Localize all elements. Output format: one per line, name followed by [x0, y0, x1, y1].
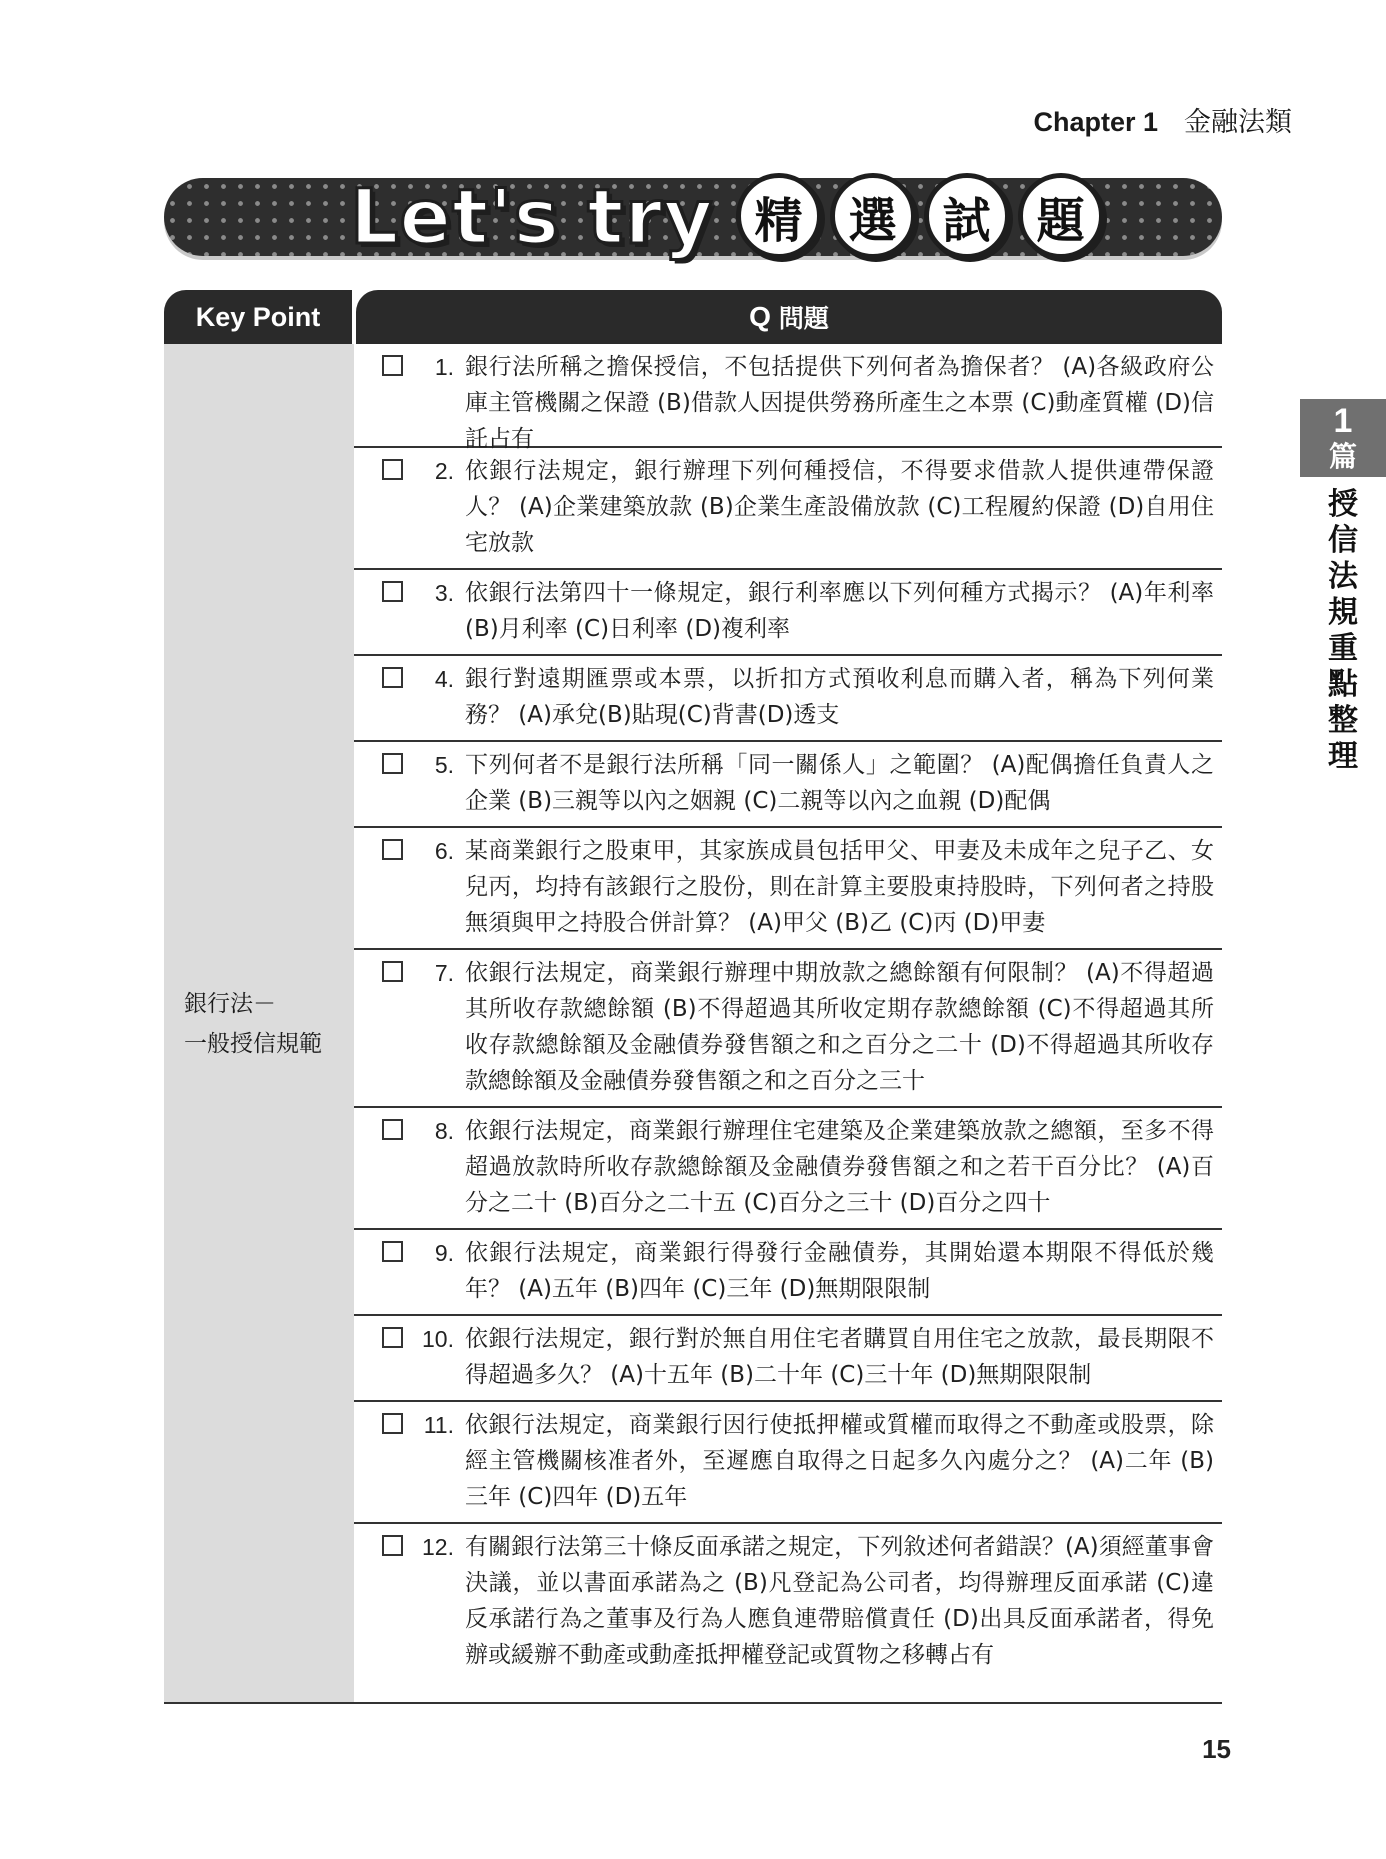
question-text: 某商業銀行之股東甲，其家族成員包括甲父、甲妻及未成年之兒子乙、女兒丙，均持有該銀行之股份，則在計算主要股東持股時，下列何者之持股無須與甲之持股合併計算？ (A)甲父 (B)乙 (C)丙 (D)甲妻 — [465, 838, 1214, 936]
question-checkbox[interactable] — [382, 581, 403, 602]
question-row — [354, 1108, 1222, 1230]
question-checkbox[interactable] — [382, 1119, 403, 1140]
question-row — [354, 1402, 1222, 1524]
question-text: 銀行對遠期匯票或本票，以折扣方式預收利息而購入者，稱為下列何業務？ (A)承兌(B)貼現(C)背書(D)透支 — [465, 666, 1214, 728]
question-checkbox[interactable] — [382, 1413, 403, 1434]
key-point-header: Key Point — [164, 290, 352, 344]
banner-lets-try: Let's try — [350, 171, 714, 261]
question-text: 依銀行法規定，商業銀行辦理中期放款之總餘額有何限制？ (A)不得超過其所收存款總餘額 (B)不得超過其所收定期存款總餘額 (C)不得超過其所收存款總餘額及金融債券發售額之和之百分之二十 (D)不得超過其所收存款總餘額及金融債券發售額之和之百分之三十 — [465, 960, 1214, 1094]
question-row — [354, 950, 1222, 1108]
question-number: 8. — [434, 1118, 454, 1144]
key-point-line-1: 銀行法－ — [184, 991, 276, 1017]
question-number: 7. — [434, 960, 454, 986]
part-title-char: 法 — [1328, 559, 1358, 594]
question-row — [354, 570, 1222, 656]
key-point-line-2: 一般授信規範 — [184, 1031, 322, 1057]
question-header — [356, 290, 1222, 344]
part-title-char: 授 — [1328, 487, 1358, 522]
banner-title — [350, 166, 1104, 266]
question-header-label: 問題 — [778, 304, 829, 333]
question-text: 依銀行法規定，商業銀行辦理住宅建築及企業建築放款之總額，至多不得超過放款時所收存款總餘額及金融債券發售額之和之若干百分比？ (A)百分之二十 (B)百分之二十五 (C)百分之三十 (D)百分之四十 — [465, 1118, 1214, 1216]
part-title — [1300, 487, 1386, 775]
question-row — [354, 1230, 1222, 1316]
chapter-title: 金融法類 — [1184, 107, 1292, 138]
part-title-char: 信 — [1328, 523, 1358, 558]
question-checkbox[interactable] — [382, 1535, 403, 1556]
question-number: 10. — [422, 1326, 454, 1352]
question-row — [354, 656, 1222, 742]
question-number: 4. — [434, 666, 454, 692]
banner-char-1: 精 — [736, 173, 822, 259]
part-title-char: 點 — [1328, 667, 1358, 702]
page-number: 15 — [1202, 1734, 1231, 1764]
question-text: 下列何者不是銀行法所稱「同一關係人」之範圍？ (A)配偶擔任負責人之企業 (B)三親等以內之姻親 (C)二親等以內之血親 (D)配偶 — [465, 752, 1214, 814]
question-checkbox[interactable] — [382, 355, 403, 376]
part-number: 1 — [1333, 402, 1353, 440]
q-mark: Q — [749, 301, 771, 332]
question-checkbox[interactable] — [382, 459, 403, 480]
question-number: 1. — [434, 354, 454, 380]
question-checkbox[interactable] — [382, 839, 403, 860]
question-row — [354, 448, 1222, 570]
key-point-label — [164, 984, 354, 1064]
question-number: 12. — [422, 1534, 454, 1560]
question-number: 6. — [434, 838, 454, 864]
question-number: 5. — [434, 752, 454, 778]
banner-char-3: 試 — [924, 173, 1010, 259]
banner-char-2: 選 — [830, 173, 916, 259]
question-checkbox[interactable] — [382, 753, 403, 774]
banner-char-4: 題 — [1018, 173, 1104, 259]
question-list — [354, 344, 1222, 1682]
question-number: 3. — [434, 580, 454, 606]
part-title-char: 重 — [1328, 631, 1358, 666]
question-checkbox[interactable] — [382, 1241, 403, 1262]
part-label: 篇 — [1328, 440, 1357, 473]
question-text: 依銀行法規定，銀行對於無自用住宅者購買自用住宅之放款，最長期限不得超過多久？ (A)十五年 (B)二十年 (C)三十年 (D)無期限限制 — [465, 1326, 1214, 1388]
question-row — [354, 742, 1222, 828]
question-text: 銀行法所稱之擔保授信，不包括提供下列何者為擔保者？ (A)各級政府公庫主管機關之保證 (B)借款人因提供勞務所產生之本票 (C)動產質權 (D)信託占有 — [465, 354, 1214, 452]
question-checkbox[interactable] — [382, 667, 403, 688]
chapter-label: Chapter 1 — [1033, 107, 1158, 137]
part-title-char: 理 — [1328, 739, 1358, 774]
question-number: 9. — [434, 1240, 454, 1266]
part-title-char: 規 — [1328, 595, 1358, 630]
question-row — [354, 828, 1222, 950]
question-row — [354, 344, 1222, 452]
part-tab — [1300, 399, 1386, 477]
question-text: 依銀行法規定，商業銀行得發行金融債券，其開始還本期限不得低於幾年？ (A)五年 (B)四年 (C)三年 (D)無期限限制 — [465, 1240, 1214, 1302]
table-header — [164, 290, 1222, 344]
question-number: 11. — [423, 1412, 454, 1438]
question-text: 依銀行法規定，銀行辦理下列何種授信，不得要求借款人提供連帶保證人？ (A)企業建築放款 (B)企業生產設備放款 (C)工程履約保證 (D)自用住宅放款 — [465, 458, 1214, 556]
question-text: 依銀行法規定，商業銀行因行使抵押權或質權而取得之不動產或股票，除經主管機關核准者外，至遲應自取得之日起多久內處分之？ (A)二年 (B)三年 (C)四年 (D)五年 — [465, 1412, 1214, 1510]
question-checkbox[interactable] — [382, 1327, 403, 1348]
table-bottom-rule — [164, 1702, 1222, 1704]
question-number: 2. — [434, 458, 454, 484]
question-row — [354, 1316, 1222, 1402]
question-row — [354, 1524, 1222, 1682]
part-title-char: 整 — [1328, 703, 1358, 738]
question-text: 依銀行法第四十一條規定，銀行利率應以下列何種方式揭示？ (A)年利率 (B)月利率 (C)日利率 (D)複利率 — [465, 580, 1214, 642]
running-header — [1033, 100, 1292, 139]
question-text: 有關銀行法第三十條反面承諾之規定，下列敘述何者錯誤？(A)須經董事會決議，並以書面承諾為之 (B)凡登記為公司者，均得辦理反面承諾 (C)違反承諾行為之董事及行為人應負連帶賠償責任 (D)出具反面承諾者，得免辦或緩辦不動產或動產抵押權登記或質物之移轉占有 — [465, 1534, 1214, 1668]
question-checkbox[interactable] — [382, 961, 403, 982]
